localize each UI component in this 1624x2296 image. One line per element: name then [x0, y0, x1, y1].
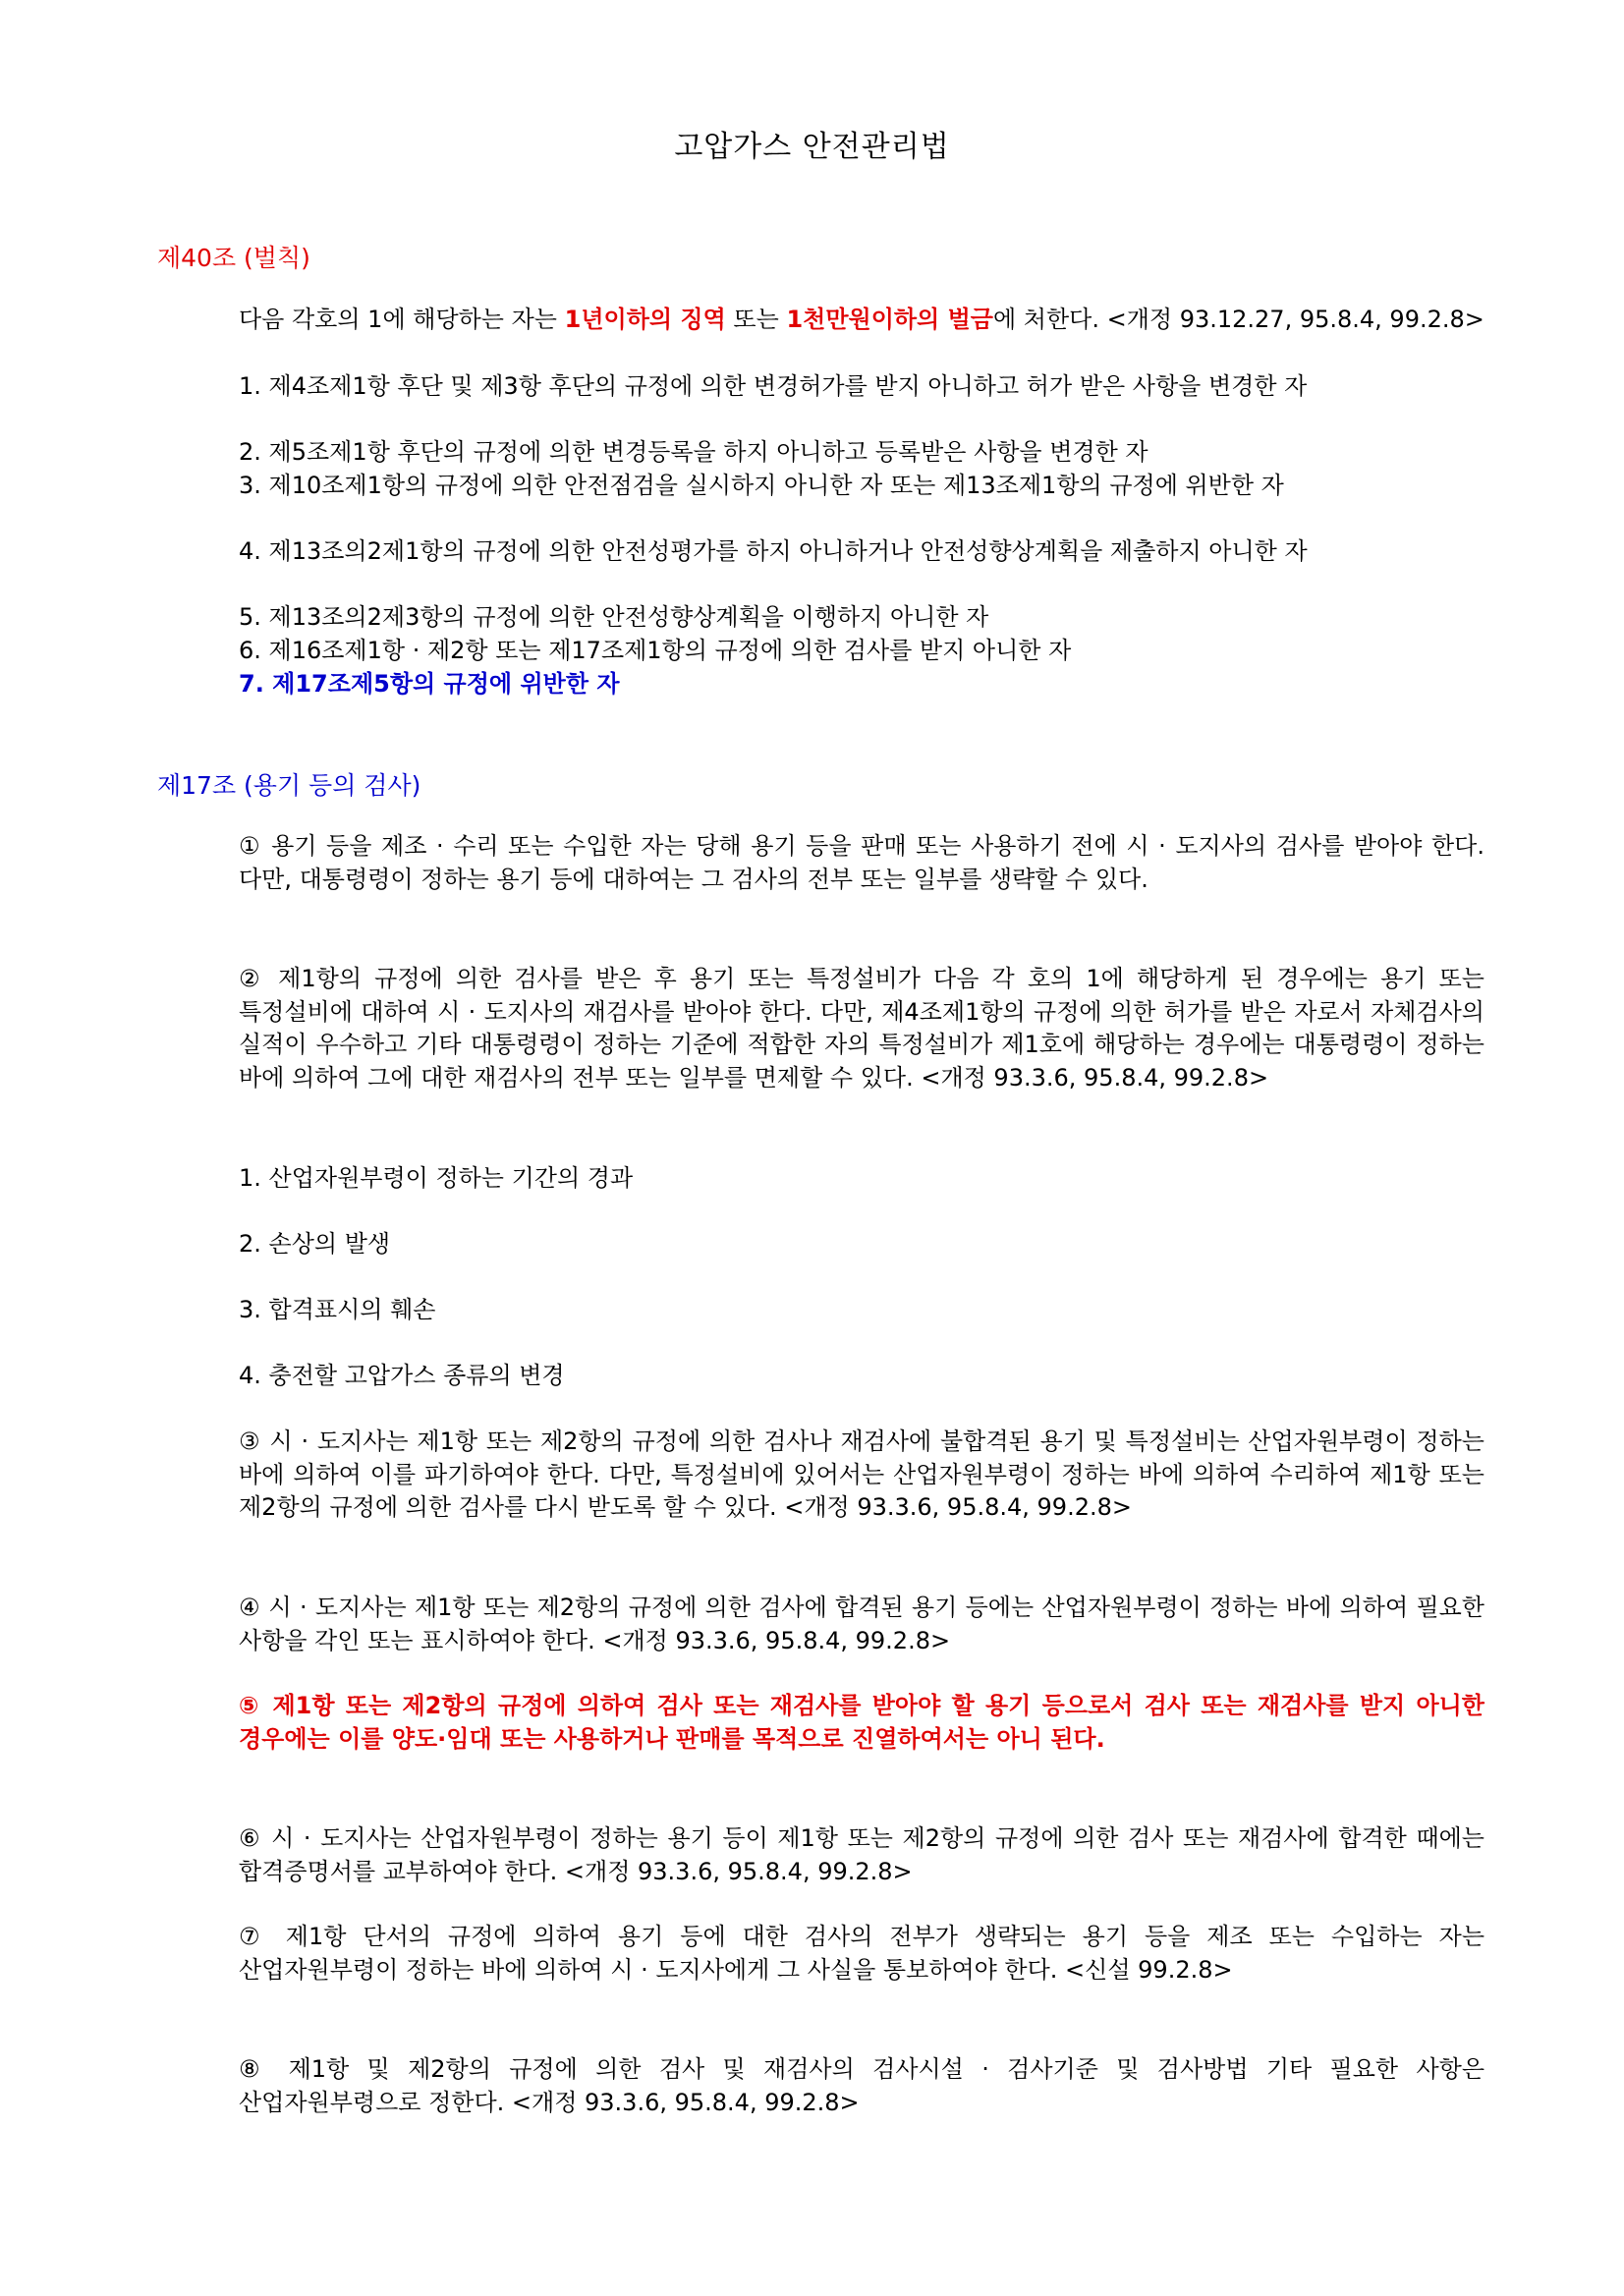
article-17-paragraph-7: ⑦ 제1항 단서의 규정에 의하여 용기 등에 대한 검사의 전부가 생략되는 용기 등을 제조 또는 수입하는 자는 산업자원부령이 정하는 바에 의하여 시 · 도지사에게 그 사실을 통보하여야 한다. <신설 99.2.8>: [239, 1923, 1484, 1984]
article-17-paragraph-8: ⑧ 제1항 및 제2항의 규정에 의한 검사 및 재검사의 검사시설 · 검사기준 및 검사방법 기타 필요한 사항은 산업자원부령으로 정한다. <개정 93.3.6, 95.8.4, 99.2.8>: [239, 2055, 1484, 2116]
article-17-subitem-2: 2. 손상의 발생: [239, 1230, 391, 1258]
article-17-paragraph-3: ③ 시 · 도지사는 제1항 또는 제2항의 규정에 의한 검사나 재검사에 불합격된 용기 및 특정설비는 산업자원부령이 정하는 바에 의하여 이를 파기하여야 한다. 다만, 특정설비에 있어서는 산업자원부령이 정하는 바에 의하여 수리하여 제1항 또는 제2항의 규정에 의한 검사를 다시 받도록 할 수 있다. <개정 93.3.6, 95.8.4, 99.2.8>: [239, 1428, 1484, 1522]
article-40-heading: 제40조 (벌칙): [157, 244, 310, 272]
article-17-subitem-4: 4. 충전할 고압가스 종류의 변경: [239, 1362, 565, 1389]
intro-post-text: 에 처한다. <개정 93.12.27, 95.8.4, 99.2.8>: [992, 306, 1484, 333]
fine-penalty: 1천만원이하의 벌금: [786, 306, 993, 333]
article-40-item-7: 7. 제17조제5항의 규정에 위반한 자: [239, 670, 620, 698]
article-40-item-3: 3. 제10조제1항의 규정에 의한 안전점검을 실시하지 아니한 자 또는 제13조제1항의 규정에 위반한 자: [239, 472, 1284, 499]
intro-pre-text: 다음 각호의 1에 해당하는 자는: [239, 306, 565, 333]
article-17-paragraph-1: ① 용기 등을 제조 · 수리 또는 수입한 자는 당해 용기 등을 판매 또는 사용하기 전에 시 · 도지사의 검사를 받아야 한다. 다만, 대통령령이 정하는 용기 등에 대하여는 그 검사의 전부 또는 일부를 생략할 수 있다.: [239, 832, 1484, 893]
article-17-subitem-3: 3. 합격표시의 훼손: [239, 1296, 436, 1323]
article-40-item-1: 1. 제4조제1항 후단 및 제3항 후단의 규정에 의한 변경허가를 받지 아니하고 허가 받은 사항을 변경한 자: [239, 372, 1308, 400]
article-17-paragraph-6: ⑥ 시 · 도지사는 산업자원부령이 정하는 용기 등이 제1항 또는 제2항의 규정에 의한 검사 또는 재검사에 합격한 때에는 합격증명서를 교부하여야 한다. <개정 93.3.6, 95.8.4, 99.2.8>: [239, 1824, 1484, 1885]
article-17-heading: 제17조 (용기 등의 검사): [157, 771, 421, 800]
article-40-item-6: 6. 제16조제1항 · 제2항 또는 제17조제1항의 규정에 의한 검사를 받지 아니한 자: [239, 637, 1072, 664]
article-17-paragraph-4: ④ 시 · 도지사는 제1항 또는 제2항의 규정에 의한 검사에 합격된 용기 등에는 산업자원부령이 정하는 바에 의하여 필요한 사항을 각인 또는 표시하여야 한다. <개정 93.3.6, 95.8.4, 99.2.8>: [239, 1594, 1484, 1654]
article-40-intro: [239, 304, 1484, 337]
article-17-subitem-1: 1. 산업자원부령이 정하는 기간의 경과: [239, 1164, 634, 1192]
article-17-paragraph-5: ⑤ 제1항 또는 제2항의 규정에 의하여 검사 또는 재검사를 받아야 할 용기 등으로서 검사 또는 재검사를 받지 아니한 경우에는 이를 양도·임대 또는 사용하거나 판매를 목적으로 진열하여서는 아니 된다.: [239, 1692, 1484, 1753]
document-title: 고압가스 안전관리법: [674, 130, 950, 164]
article-40-item-4: 4. 제13조의2제1항의 규정에 의한 안전성평가를 하지 아니하거나 안전성향상계획을 제출하지 아니한 자: [239, 537, 1308, 565]
intro-mid-text: 또는: [725, 306, 787, 333]
prison-penalty: 1년이하의 징역: [564, 306, 726, 333]
article-40-item-2: 2. 제5조제1항 후단의 규정에 의한 변경등록을 하지 아니하고 등록받은 사항을 변경한 자: [239, 438, 1148, 466]
article-40-item-5: 5. 제13조의2제3항의 규정에 의한 안전성향상계획을 이행하지 아니한 자: [239, 603, 989, 631]
article-17-paragraph-2: ② 제1항의 규정에 의한 검사를 받은 후 용기 또는 특정설비가 다음 각 호의 1에 해당하게 된 경우에는 용기 또는 특정설비에 대하여 시 · 도지사의 재검사를 받아야 한다. 다만, 제4조제1항의 규정에 의한 허가를 받은 자로서 자체검사의 실적이 우수하고 기타 대통령령이 정하는 기준에 적합한 자의 특정설비가 제1호에 해당하는 경우에는 대통령령이 정하는 바에 의하여 그에 대한 재검사의 전부 또는 일부를 면제할 수 있다. <개정 93.3.6, 95.8.4, 99.2.8>: [239, 965, 1484, 1092]
